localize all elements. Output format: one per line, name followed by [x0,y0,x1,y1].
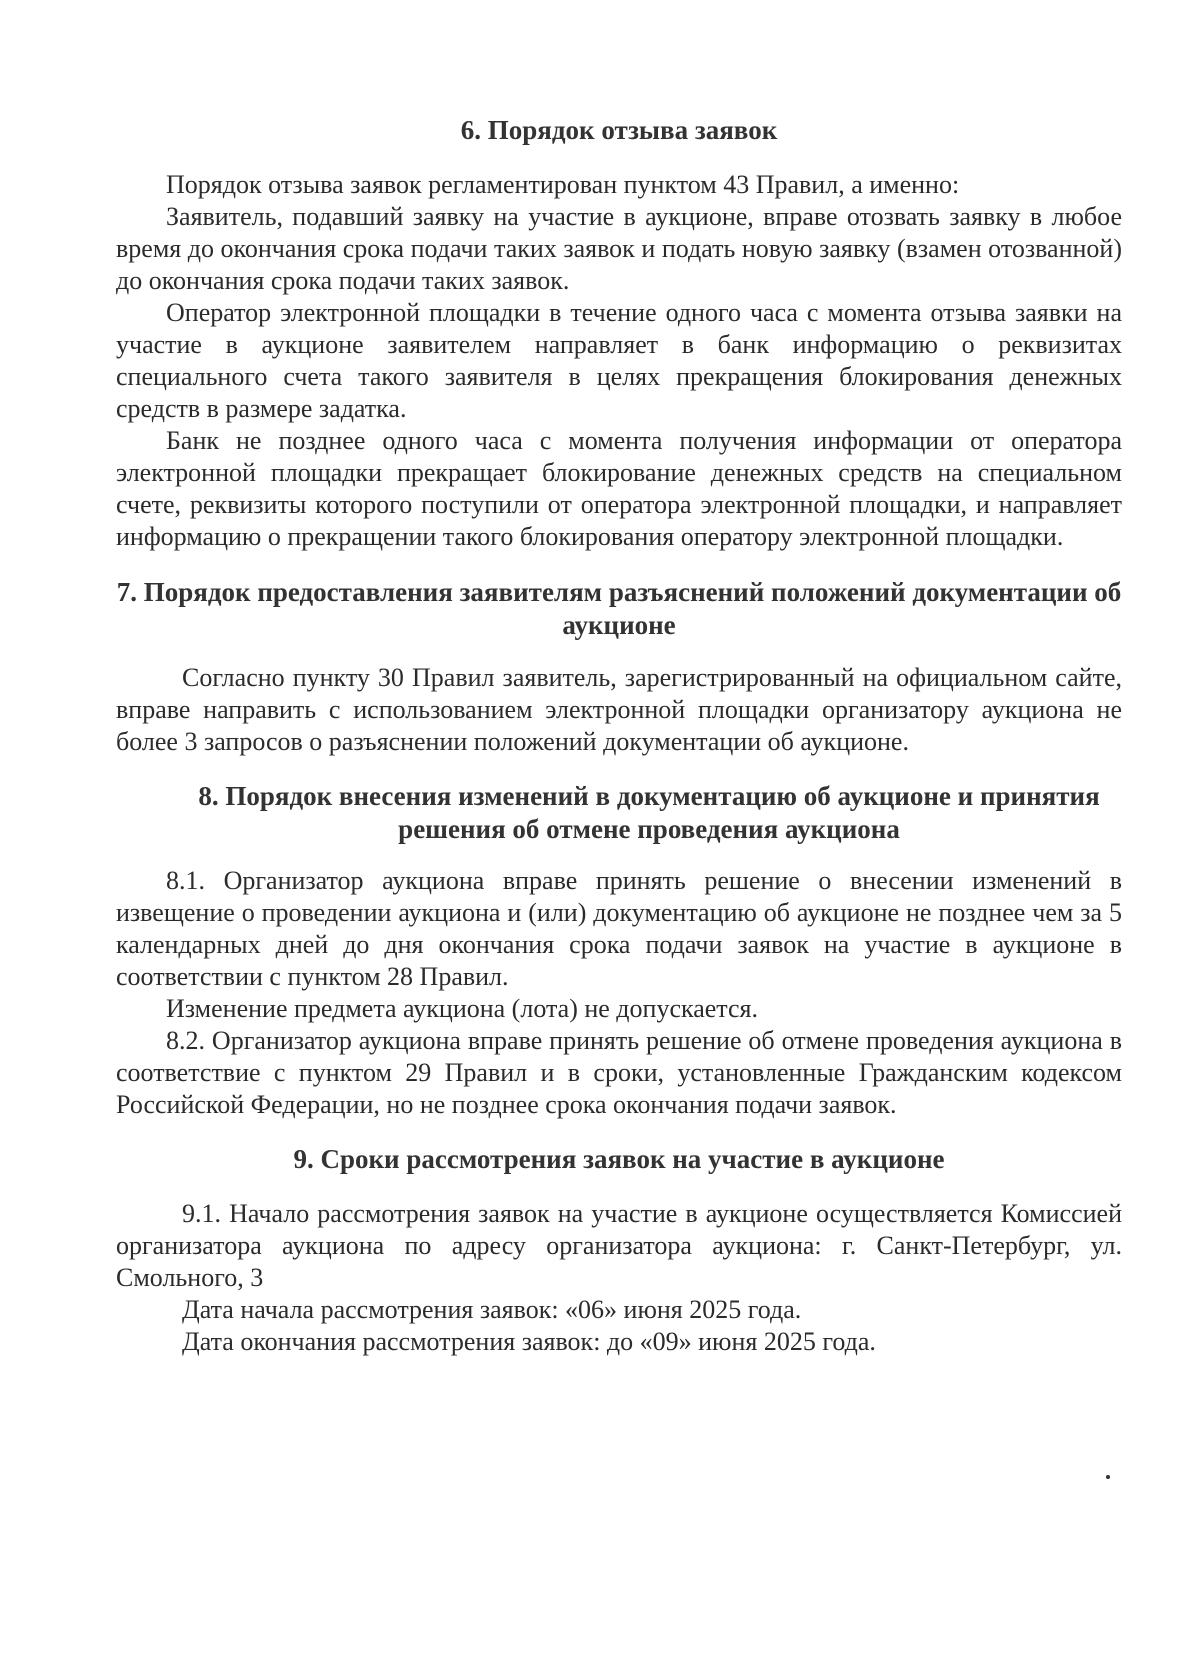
section-8 [116,780,1122,1121]
section-9-paragraph: 9.1. Начало рассмотрения заявок на участие в аукционе осуществляется Комиссией организатора аукциона по адресу организатора аукциона: г. Санкт-Петербург, ул. Смольного, 3 [116,1199,1122,1292]
section-9-paragraph: Дата начала рассмотрения заявок: «06» июня 2025 года. [182,1295,802,1324]
section-8-paragraph: Изменение предмета аукциона (лота) не допускается. [166,994,758,1023]
section-6-paragraph: Порядок отзыва заявок регламентирован пунктом 43 Правил, а именно: [166,170,960,199]
section-8-paragraph: 8.2. Организатор аукциона вправе принять решение об отмене проведения аукциона в соответствие с пунктом 29 Правил и в сроки, установленные Гражданским кодексом Российской Федерации, но не позднее срока окончания подачи заявок. [116,1026,1122,1119]
section-9-heading: 9. Сроки рассмотрения заявок на участие в аукционе [293,1144,945,1174]
section-7 [116,576,1122,758]
section-6-paragraph: Банк не позднее одного часа с момента получения информации от оператора электронной площадки прекращает блокирование денежных средств на специальном счете, реквизиты которого поступили от оператора электронной площадки, и направляет информацию о прекращении такого блокирования оператору электронной площадки. [116,426,1122,551]
section-9-paragraph: Дата окончания рассмотрения заявок: до «09» июня 2025 года. [182,1327,876,1356]
section-6-paragraph: Оператор электронной площадки в течение одного часа с момента отзыва заявки на участие в аукционе заявителем направляет в банк информацию о реквизитах специального счета такого заявителя в целях прекращения блокирования денежных средств в размере задатка. [116,298,1122,423]
section-6 [116,114,1122,553]
section-6-paragraph: Заявитель, подавший заявку на участие в аукционе, вправе отозвать заявку в любое время до окончания срока подачи таких заявок и подать новую заявку (взамен отозванной) до окончания срока подачи таких заявок. [116,202,1122,295]
section-6-heading: 6. Порядок отзыва заявок [460,115,778,145]
scan-speck [1106,1475,1110,1479]
section-8-paragraph: 8.1. Организатор аукциона вправе принять решение о внесении изменений в извещение о проведении аукциона и (или) документацию об аукционе не позднее чем за 5 календарных дней до дня окончания срока подачи заявок на участие в аукционе в соответствии с пунктом 28 Правил. [116,866,1122,991]
section-7-heading: 7. Порядок предоставления заявителям разъяснений положений документации об аукционе [116,577,1122,640]
section-9 [116,1143,1122,1358]
section-7-paragraph: Согласно пункту 30 Правил заявитель, зарегистрированный на официальном сайте, вправе направить с использованием электронной площадки организатору аукциона не более 3 запросов о разъяснении положений документации об аукционе. [116,663,1122,756]
section-8-heading: 8. Порядок внесения изменений в документацию об аукционе и принятия решения об отмене проведения аукциона [198,781,1100,844]
document-page [116,92,1122,1358]
